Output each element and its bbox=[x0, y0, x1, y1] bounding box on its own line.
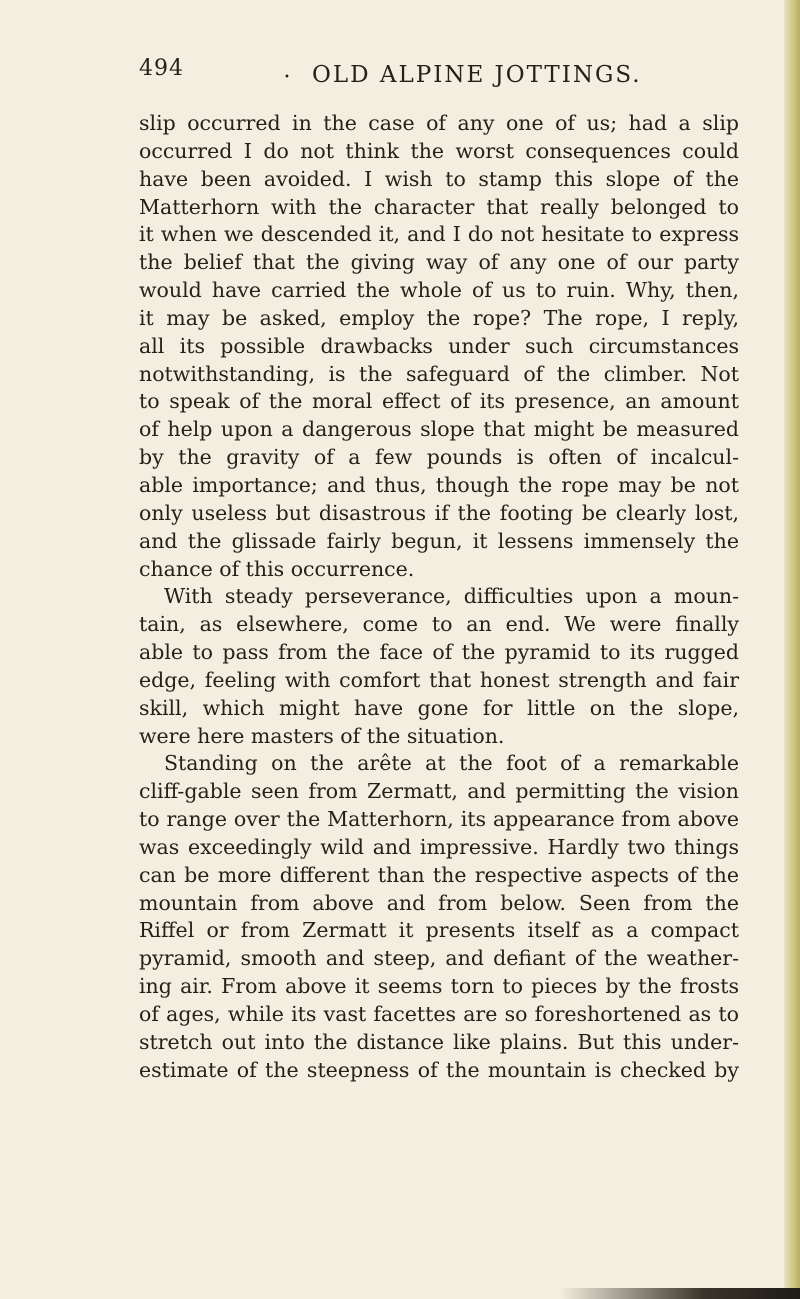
page-shadow bbox=[560, 1288, 800, 1299]
text-line: by the gravity of a few pounds is often of incalcul- bbox=[139, 445, 739, 470]
page-edge bbox=[784, 0, 800, 1299]
text-line: were here masters of the situation. bbox=[139, 723, 505, 748]
text-line: have been avoided. I wish to stamp this slope of the bbox=[139, 166, 739, 191]
text-line: Standing on the arête at the foot of a remarkable bbox=[164, 751, 739, 776]
body-text bbox=[139, 110, 739, 1085]
text-line: skill, which might have gone for little on the slope, bbox=[139, 695, 739, 720]
text-line: tain, as elsewhere, come to an end. We were finally bbox=[139, 612, 739, 637]
text-line: cliff-gable seen from Zermatt, and permitting the vision bbox=[139, 779, 739, 804]
text-line: it when we descended it, and I do not hesitate to express bbox=[139, 222, 739, 247]
text-line: Riffel or from Zermatt it presents itself as a compact bbox=[139, 918, 739, 943]
text-line: able to pass from the face of the pyramid to its rugged bbox=[139, 640, 739, 665]
text-line: to speak of the moral effect of its presence, an amount bbox=[139, 389, 739, 414]
text-line: it may be asked, employ the rope? The rope, I reply, bbox=[139, 305, 739, 330]
text-line: was exceedingly wild and impressive. Hardly two things bbox=[139, 834, 739, 859]
text-line: of help upon a dangerous slope that might be measured bbox=[139, 417, 739, 442]
text-line: stretch out into the distance like plains. But this under- bbox=[139, 1029, 739, 1054]
text-line: estimate of the steepness of the mountain is checked by bbox=[139, 1057, 739, 1082]
page-header bbox=[139, 56, 739, 100]
text-line: chance of this occurrence. bbox=[139, 556, 415, 581]
text-line: edge, feeling with comfort that honest strength and fair bbox=[139, 667, 739, 692]
text-line: to range over the Matterhorn, its appearance from above bbox=[139, 807, 739, 832]
text-line: mountain from above and from below. Seen from the bbox=[139, 890, 739, 915]
page-number: 494 bbox=[139, 56, 184, 81]
text-line: occurred I do not think the worst consequences could bbox=[139, 138, 739, 163]
text-line: notwithstanding, is the safeguard of the climber. Not bbox=[139, 361, 739, 386]
text-line: of ages, while its vast facettes are so foreshortened as to bbox=[139, 1002, 739, 1026]
text-line: able importance; and thus, though the rope may be not bbox=[139, 472, 739, 497]
text-line: Matterhorn with the character that really belonged to bbox=[139, 194, 739, 219]
text-line: would have carried the whole of us to ruin. Why, then, bbox=[139, 278, 739, 303]
text-line: can be more different than the respective aspects of the bbox=[139, 862, 739, 887]
text-line: ing air. From above it seems torn to pieces by the frosts bbox=[139, 974, 739, 999]
text-line: pyramid, smooth and steep, and defiant of the weather- bbox=[139, 946, 739, 971]
text-line: With steady perseverance, difficulties upon a moun- bbox=[164, 584, 739, 609]
text-line: the belief that the giving way of any one of our party bbox=[139, 250, 739, 275]
text-line: only useless but disastrous if the footing be clearly lost, bbox=[139, 500, 739, 525]
running-head: OLD ALPINE JOTTINGS. bbox=[312, 62, 642, 88]
text-line: slip occurred in the case of any one of us; had a slip bbox=[139, 111, 739, 135]
text-line: and the glissade fairly begun, it lessens immensely the bbox=[139, 528, 739, 553]
text-line: all its possible drawbacks under such circumstances bbox=[139, 333, 739, 358]
bullet-mark: • bbox=[284, 72, 290, 83]
